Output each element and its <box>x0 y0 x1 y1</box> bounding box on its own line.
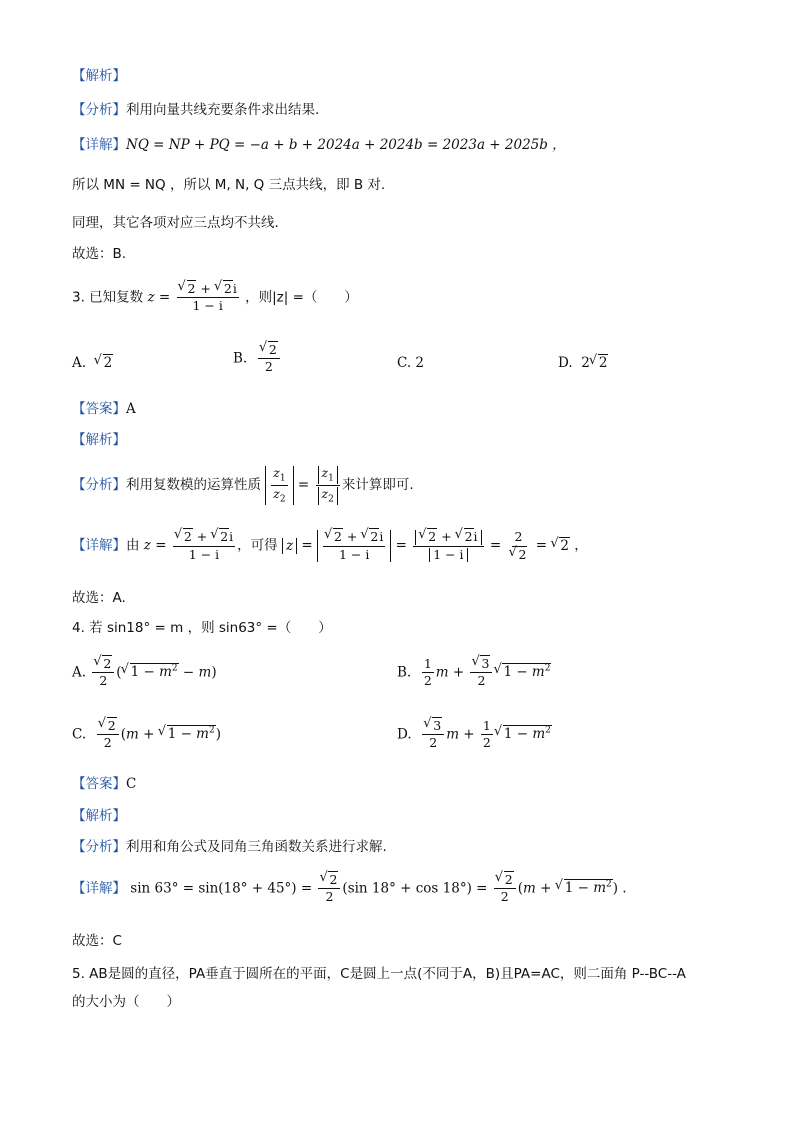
q3-option-d: D. 2√ 2 <box>558 355 608 371</box>
q3-answer: 【答案】A <box>72 401 136 417</box>
q3-detail: 【详解】由 z = √ $\frac{2 + √ 2i}{1 - i}$ ，可得 z = √ $\frac{2 + √ 2i}{1 - i}$ = √ $\frac{2 + √ 2i}{1 - i}$ = 2 √ 2 = √ 2 ， <box>72 530 588 562</box>
q4-detail: 【详解】 sin 63° = sin(18° + 45°) = √ $\frac{2}{2}$ (sin 18° + cos 18°) = √ $\frac{2}{2}$ (m + √ $1 - m^2$) . <box>72 873 627 905</box>
q4-option-a: A. √ $\frac{2}{2}$ (√ $1 - m^2 - m$) <box>72 657 217 689</box>
q5-stem-line2: 的大小为（ ） <box>72 994 180 1010</box>
q3-stem: 3. 已知复数 z = √ $\frac{2 + √ 2i}{1 - i}$ ，则|z| =（ ） <box>72 282 358 314</box>
q4-option-c: C. √ $\frac{2}{2}$ (m + √ $1 - m^2$) <box>72 719 221 751</box>
q4-stem: 4. 若 sin18° = m ，则 sin63° =（ ） <box>72 620 332 636</box>
q2-similarly: 同理，其它各项对应三点均不共线. <box>72 215 279 231</box>
q3-analysis: 【分析】利用复数模的运算性质 $\frac{z_1}{z_2}$ = $\frac{z_1}{z_2}$ 来计算即可. <box>72 465 414 505</box>
q2-answer-choice: 故选：B. <box>72 246 127 262</box>
q4-jiexi-heading: 【解析】 <box>72 808 126 824</box>
q2-jiexi-heading: 【解析】 <box>72 68 126 84</box>
q2-analysis: 【分析】利用向量共线充要条件求出结果. <box>72 102 320 118</box>
q4-answer-choice: 故选：C <box>72 933 122 949</box>
q4-analysis: 【分析】利用和角公式及同角三角函数关系进行求解. <box>72 839 387 855</box>
q3-answer-choice: 故选：A. <box>72 590 126 606</box>
q3-option-c: C. 2 <box>397 355 425 371</box>
q3-option-a: A. √ 2 <box>72 355 113 371</box>
q4-answer: 【答案】C <box>72 776 137 792</box>
q4-option-b: B. $\frac{1}{2}$ m + √ $\frac{3}{2}$ √ $1 - m^2$ <box>397 657 551 689</box>
q3-option-b: B. √ $\frac{2}{2}$ <box>233 343 282 375</box>
q3-jiexi-heading: 【解析】 <box>72 432 126 448</box>
q2-detail: 【详解】NQ = NP + PQ = −a + b + 2024a + 2024b = 2023a + 2025b ， <box>72 137 566 153</box>
q4-option-d: D. √ $\frac{3}{2}$ m + $\frac{1}{2}$ √ $1 - m^2$ <box>397 719 552 751</box>
q5-stem-line1: 5. AB是圆的直径，PA垂直于圆所在的平面，C是圆上一点(不同于A，B)且PA=AC，则二面角 P--BC--A <box>72 966 686 982</box>
q2-conclusion: 所以 MN = NQ ，所以 M, N, Q 三点共线，即 B 对. <box>72 177 386 193</box>
